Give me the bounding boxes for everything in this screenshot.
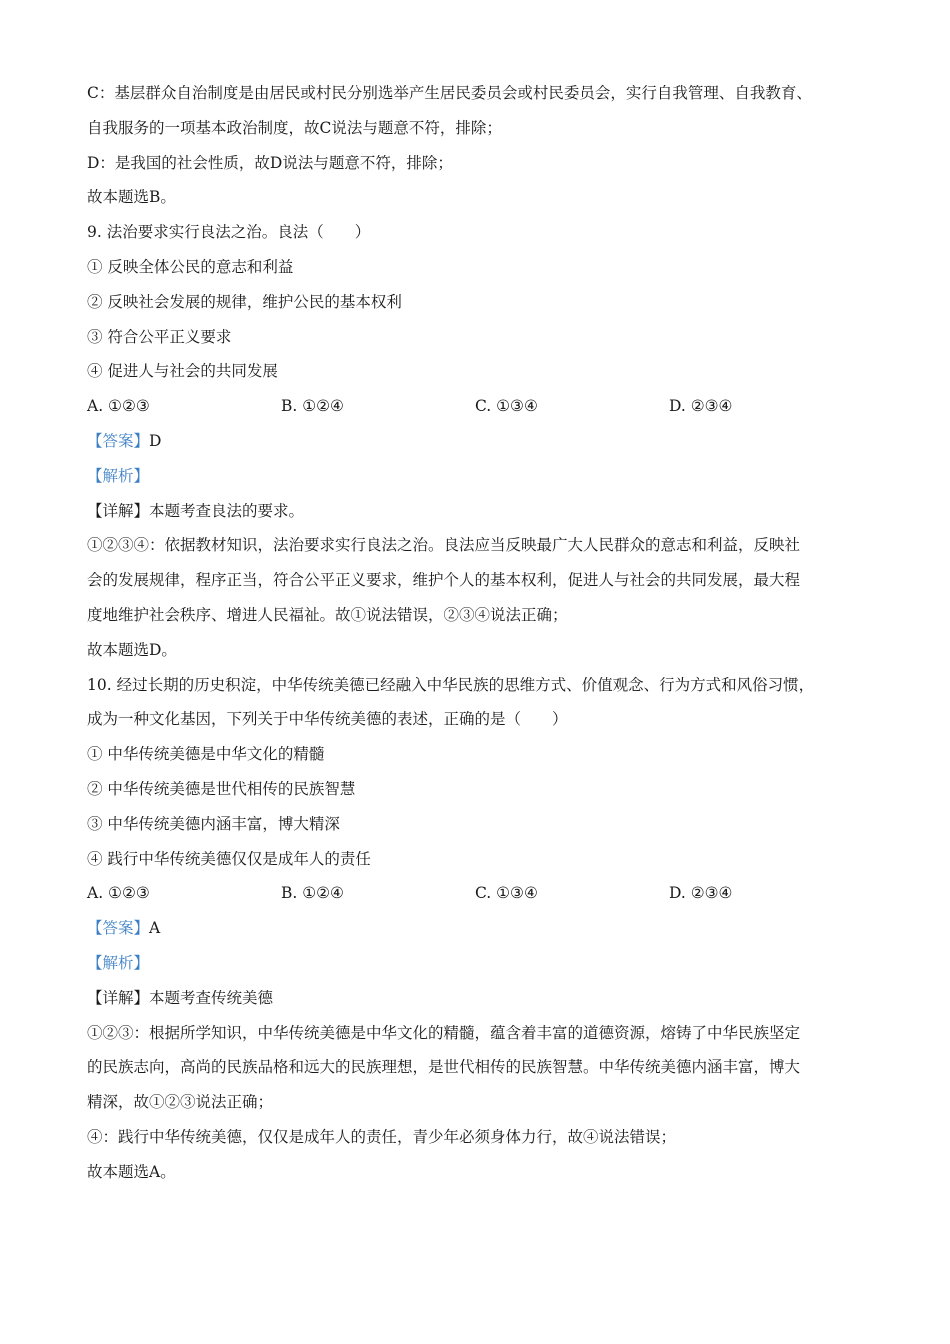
answer-value: A [149,919,161,938]
conclusion-line: 故本题选D。 [87,640,177,659]
option-c: C. ①③④ [475,884,538,903]
statement-item: ① 反映全体公民的意志和利益 [87,257,294,276]
analysis-tag: 【解析】 [87,466,150,485]
document-page [87,76,867,1190]
explanation-line: 会的发展规律，程序正当，符合公平正义要求，维护个人的基本权利，促进人与社会的共同发展，最大程 [87,571,801,590]
question-stem: 10. 经过长期的历史积淀，中华传统美德已经融入中华民族的思维方式、价值观念、行为方式和风俗习惯， [87,675,815,694]
statement-item: ③ 符合公平正义要求 [87,327,232,346]
detail-line: 【详解】本题考查良法的要求。 [87,501,305,520]
explanation-line: 的民族志向，高尚的民族品格和远大的民族理想，是世代相传的民族智慧。中华传统美德内涵丰富，博大 [87,1058,801,1077]
explanation-line: 度地维护社会秩序、增进人民福祉。故①说法错误，②③④说法正确； [87,605,568,624]
answer-tag: 【答案】 [87,431,150,450]
text-line: D：是我国的社会性质，故D说法与题意不符，排除； [87,153,453,172]
question-stem: 9. 法治要求实行良法之治。良法（ ） [87,223,371,242]
answer-value: D [149,431,162,450]
statement-item: ③ 中华传统美德内涵丰富，博大精深 [87,814,340,833]
answer-options [87,876,867,911]
option-b: B. ①②④ [281,884,344,903]
statement-item: ② 反映社会发展的规律，维护公民的基本权利 [87,292,402,311]
question-9 [87,215,867,667]
answer-tag: 【答案】 [87,919,150,938]
answer-line [87,911,867,946]
statement-item: ④ 践行中华传统美德仅仅是成年人的责任 [87,849,371,868]
text-line: C：基层群众自治制度是由居民或村民分别选举产生居民委员会或村民委员会，实行自我管理、自我教育、 [87,84,812,102]
explanation-line: ④：践行中华传统美德，仅仅是成年人的责任，青少年必须身体力行，故④说法错误； [87,1127,677,1146]
answer-line [87,424,867,459]
statement-item: ① 中华传统美德是中华文化的精髓 [87,745,325,764]
statement-item: ② 中华传统美德是世代相传的民族智慧 [87,779,356,798]
option-b: B. ①②④ [281,397,344,416]
option-d: D. ②③④ [669,397,733,416]
analysis-tag: 【解析】 [87,953,150,972]
option-a: A. ①②③ [87,397,150,416]
option-d: D. ②③④ [669,884,733,903]
conclusion-line: 故本题选B。 [87,188,176,207]
question-10 [87,668,867,1190]
explanation-line: ①②③④：依据教材知识，法治要求实行良法之治。良法应当反映最广大人民群众的意志和利益，反映社 [87,536,801,555]
option-c: C. ①③④ [475,397,538,416]
question-stem: 成为一种文化基因，下列关于中华传统美德的表述，正确的是（ ） [87,710,568,729]
explanation-line: 精深，故①②③说法正确； [87,1093,274,1112]
answer-options [87,389,867,424]
text-line: 自我服务的一项基本政治制度，故C说法与题意不符，排除； [87,118,502,137]
explanation-line: ①②③：根据所学知识，中华传统美德是中华文化的精髓，蕴含着丰富的道德资源，熔铸了中华民族坚定 [87,1023,801,1042]
option-a: A. ①②③ [87,884,150,903]
statement-item: ④ 促进人与社会的共同发展 [87,362,278,381]
conclusion-line: 故本题选A。 [87,1162,176,1181]
detail-line: 【详解】本题考查传统美德 [87,988,274,1007]
